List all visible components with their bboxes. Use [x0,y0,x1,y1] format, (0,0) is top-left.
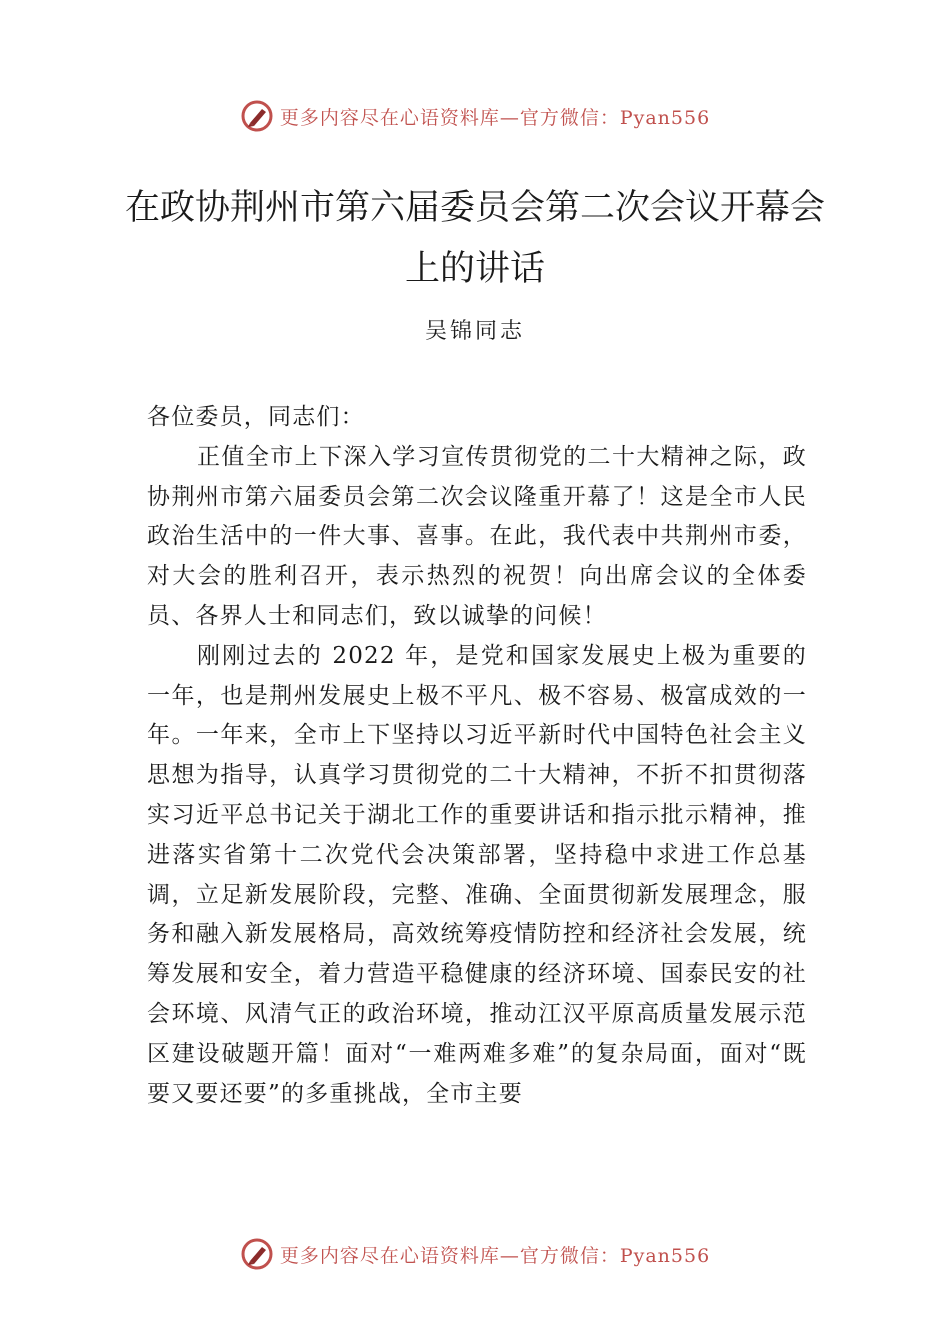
document-title: 在政协荆州市第六届委员会第二次会议开幕会上的讲话 [124,188,825,289]
body-paragraph-2: 刚刚过去的 2022 年，是党和国家发展史上极为重要的一年，也是荆州发展史上极不平凡、极不容易、极富成效的一年。一年来，全市上下坚持以习近平新时代中国特色社会主义思想为指导，认真学习贯彻党的二十大精神，不折不扣贯彻落实习近平总书记关于湖北工作的重要讲话和指示批示精神，推进落实省第十二次党代会决策部署，坚持稳中求进工作总基调，立足新发展阶段，完整、准确、全面贯彻新发展理念，服务和融入新发展格局，高效统筹疫情防控和经济社会发展，统筹发展和安全，着力营造平稳健康的经济环境、国泰民安的社会环境、风清气正的政治环境，推动江汉平原高质量发展示范区建设破题开篇！面对“一难两难多难”的复杂局面，面对“既要又要还要”的多重挑战，全市主要 [147,642,807,1107]
pen-logo-icon [240,1237,274,1271]
document-body [147,398,807,1114]
watermark-text: 更多内容尽在心语资料库—官方微信：Pyan556 [279,1244,711,1267]
pen-logo-icon [240,99,274,133]
body-paragraph-1: 正值全市上下深入学习宣传贯彻党的二十大精神之际，政协荆州市第六届委员会第二次会议隆重开幕了！这是全市人民政治生活中的一件大事、喜事。在此，我代表中共荆州市委，对大会的胜利召开，表示热烈的祝贺！向出席会议的全体委员、各界人士和同志们，致以诚挚的问候！ [147,443,807,629]
watermark-text: 更多内容尽在心语资料库—官方微信：Pyan556 [279,106,711,129]
author-name: 吴锦同志 [424,319,525,344]
watermark-banner-top [0,96,950,136]
salutation: 各位委员，同志们： [147,404,365,430]
watermark-banner-bottom [0,1234,950,1274]
